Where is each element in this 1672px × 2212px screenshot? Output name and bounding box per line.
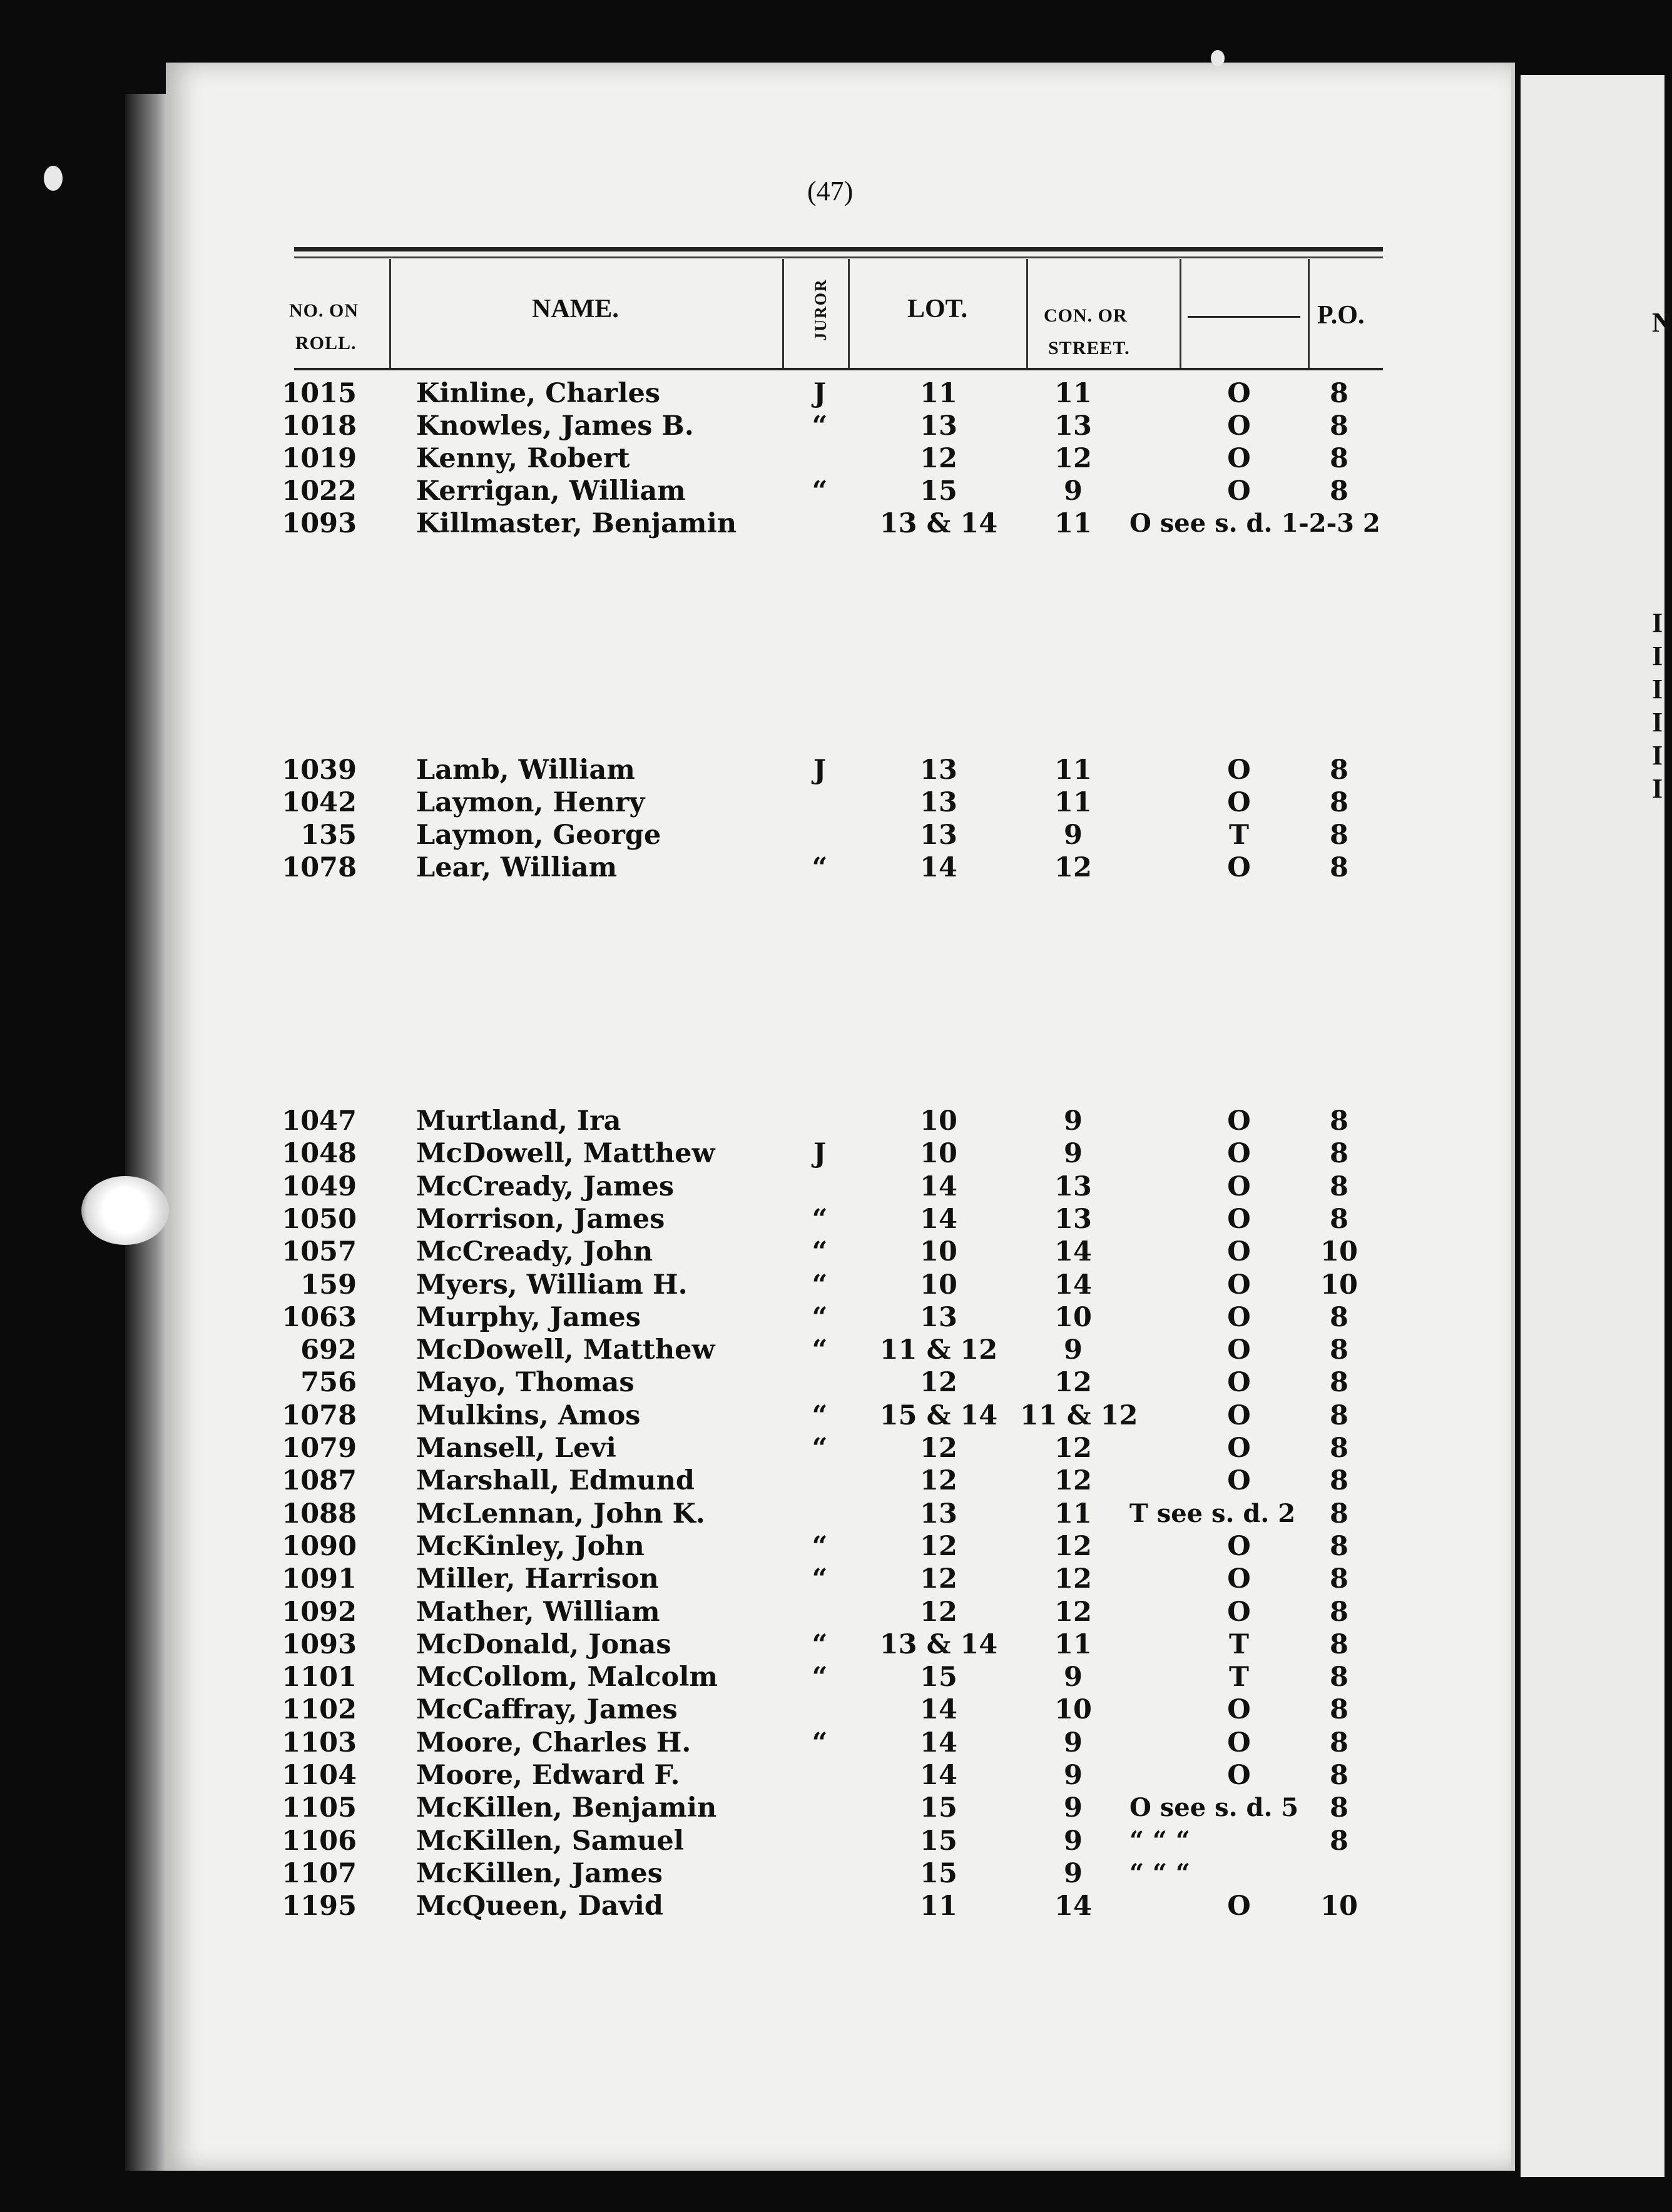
concession-cell: 9 (1064, 1857, 1083, 1889)
name-cell: McCaffray, James (416, 1694, 678, 1726)
post-office-cell: 8 (1330, 1433, 1348, 1464)
concession-cell: 11 (1054, 1628, 1092, 1660)
header-name: NAME. (532, 295, 619, 323)
name-cell: Lamb, William (416, 754, 635, 786)
name-cell: Miller, Harrison (416, 1563, 659, 1595)
juror-cell: “ (812, 1203, 828, 1235)
roll-number: 1057 (282, 1236, 357, 1268)
concession-cell: 11 (1054, 378, 1092, 409)
concession-cell: 12 (1054, 1367, 1092, 1399)
column-divider (1026, 259, 1028, 368)
header-street: STREET. (1048, 338, 1130, 358)
concession-cell: 12 (1054, 1433, 1092, 1464)
table-row (0, 819, 1664, 851)
lot-cell: 11 & 12 (879, 1334, 998, 1366)
post-office-cell: 8 (1330, 1301, 1348, 1333)
post-office-cell: 8 (1330, 1170, 1348, 1202)
concession-cell: 12 (1054, 1465, 1092, 1497)
concession-cell: 12 (1054, 1530, 1092, 1562)
lot-cell: 15 (920, 1662, 957, 1693)
concession-cell: 13 (1054, 1203, 1092, 1235)
concession-cell: 9 (1064, 1138, 1083, 1170)
roll-number: 1091 (282, 1563, 357, 1595)
table-row (0, 1203, 1664, 1235)
post-office-cell: 8 (1330, 1760, 1348, 1791)
roll-number: 1078 (282, 852, 357, 883)
column-divider (1180, 259, 1181, 368)
name-cell: McCollom, Malcolm (416, 1662, 718, 1693)
roll-number: 1107 (282, 1857, 357, 1889)
note-cell: “ “ “ (1129, 1858, 1190, 1888)
table-row (0, 1498, 1664, 1530)
lot-cell: 12 (920, 1530, 957, 1562)
juror-cell: “ (812, 1269, 828, 1301)
status-code-cell: O (1227, 754, 1251, 786)
name-cell: Knowles, James B. (416, 410, 694, 442)
lot-cell: 14 (920, 852, 957, 883)
post-office-cell: 8 (1330, 1694, 1348, 1726)
concession-cell: 9 (1064, 1662, 1083, 1693)
name-cell: Laymon, Henry (416, 787, 645, 818)
table-row (0, 1399, 1664, 1432)
status-code-cell: O (1227, 1890, 1251, 1922)
name-cell: McLennan, John K. (416, 1498, 705, 1530)
lot-cell: 15 (920, 1857, 957, 1889)
juror-cell: “ (812, 1301, 828, 1333)
header-rule (294, 368, 1383, 370)
name-cell: Killmaster, Benjamin (416, 508, 737, 539)
juror-cell: “ (812, 1433, 828, 1464)
name-cell: Moore, Charles H. (416, 1727, 691, 1758)
juror-cell: “ (812, 1563, 828, 1595)
juror-cell: J (813, 378, 827, 409)
roll-number: 1079 (282, 1433, 357, 1464)
post-office-cell: 8 (1330, 1334, 1348, 1366)
roll-number: 1104 (282, 1760, 357, 1791)
concession-cell: 11 & 12 (1020, 1399, 1138, 1431)
status-code-cell: O (1227, 1433, 1251, 1464)
concession-cell: 11 (1054, 754, 1092, 786)
juror-cell: J (813, 1138, 827, 1170)
table-row (0, 410, 1664, 442)
name-cell: McQueen, David (416, 1890, 663, 1922)
lot-cell: 11 (920, 1890, 957, 1922)
lot-cell: 13 (920, 819, 957, 851)
header-lot: LOT. (907, 295, 968, 323)
next-page-letter: N (1652, 307, 1672, 338)
roll-number: 1015 (282, 378, 357, 409)
concession-cell: 12 (1054, 1596, 1092, 1628)
post-office-cell: 8 (1330, 1825, 1348, 1857)
table-row (0, 507, 1664, 540)
post-office-cell: 8 (1330, 1399, 1348, 1431)
note-cell: T see s. d. 2 (1129, 1498, 1296, 1528)
lot-cell: 10 (920, 1138, 957, 1170)
table-row (0, 1269, 1664, 1301)
lot-cell: 10 (920, 1269, 957, 1301)
column-divider (1308, 259, 1310, 368)
header-rule (294, 256, 1383, 258)
post-office-cell: 8 (1330, 1530, 1348, 1562)
post-office-cell: 8 (1330, 1563, 1348, 1595)
post-office-cell: 8 (1330, 819, 1348, 851)
post-office-cell: 8 (1330, 1465, 1348, 1497)
column-divider (848, 259, 850, 368)
concession-cell: 11 (1054, 787, 1092, 818)
roll-number: 1047 (282, 1105, 357, 1137)
post-office-cell: 8 (1330, 1138, 1348, 1170)
roll-number: 1195 (282, 1890, 357, 1922)
lot-cell: 13 & 14 (879, 508, 998, 539)
status-code-cell: O (1227, 378, 1251, 409)
lot-cell: 14 (920, 1170, 957, 1202)
roll-number: 692 (300, 1334, 357, 1366)
table-row (0, 1890, 1664, 1922)
concession-cell: 9 (1064, 1792, 1083, 1824)
note-cell: O see s. d. 5 (1129, 1793, 1299, 1823)
concession-cell: 12 (1054, 1563, 1092, 1595)
roll-number: 1078 (282, 1399, 357, 1431)
concession-cell: 10 (1054, 1301, 1092, 1333)
table-row (0, 377, 1664, 410)
roll-number: 1093 (282, 508, 357, 539)
post-office-cell: 8 (1330, 1628, 1348, 1660)
post-office-cell: 8 (1330, 378, 1348, 409)
table-row (0, 1334, 1664, 1366)
paper-speck (1211, 50, 1225, 66)
lot-cell: 12 (920, 1563, 957, 1595)
status-code-cell: O (1227, 1694, 1251, 1726)
concession-cell: 11 (1054, 1498, 1092, 1530)
concession-cell: 14 (1054, 1236, 1092, 1268)
lot-cell: 14 (920, 1694, 957, 1726)
lot-cell: 12 (920, 1433, 957, 1464)
name-cell: McDowell, Matthew (416, 1334, 715, 1366)
next-page-letter: I (1652, 707, 1663, 738)
header-dash (1188, 316, 1300, 318)
concession-cell: 11 (1054, 508, 1092, 539)
concession-cell: 12 (1054, 443, 1092, 474)
name-cell: McKinley, John (416, 1530, 645, 1562)
header-con-or: CON. OR (1044, 305, 1128, 326)
name-cell: Laymon, George (416, 819, 661, 851)
next-page-letter: I (1652, 773, 1663, 804)
concession-cell: 14 (1054, 1890, 1092, 1922)
lot-cell: 11 (920, 378, 957, 409)
concession-cell: 9 (1064, 1825, 1083, 1857)
status-code-cell: T (1229, 1662, 1249, 1693)
name-cell: McKillen, Benjamin (416, 1792, 717, 1824)
status-code-cell: O (1227, 475, 1251, 507)
roll-number: 1050 (282, 1203, 357, 1235)
status-code-cell: O (1227, 1170, 1251, 1202)
status-code-cell: O (1227, 1367, 1251, 1399)
table-row (0, 1530, 1664, 1563)
concession-cell: 13 (1054, 1170, 1092, 1202)
juror-cell: “ (812, 1530, 828, 1562)
lot-cell: 13 (920, 410, 957, 442)
roll-number: 1090 (282, 1530, 357, 1562)
name-cell: McDowell, Matthew (416, 1138, 715, 1170)
next-page-letter: I (1652, 674, 1663, 704)
name-cell: Myers, William H. (416, 1269, 688, 1301)
table-row (0, 1235, 1664, 1268)
post-office-cell: 8 (1330, 443, 1348, 474)
lot-cell: 13 (920, 787, 957, 818)
juror-cell: “ (812, 410, 828, 442)
table-row (0, 1366, 1664, 1399)
table-row (0, 851, 1664, 884)
lot-cell: 10 (920, 1236, 957, 1268)
post-office-cell: 8 (1330, 754, 1348, 786)
post-office-cell: 8 (1330, 1203, 1348, 1235)
header-roll: ROLL. (295, 333, 357, 353)
post-office-cell: 10 (1320, 1269, 1358, 1301)
name-cell: Marshall, Edmund (416, 1465, 695, 1497)
table-row (0, 1759, 1664, 1792)
name-cell: Mayo, Thomas (416, 1367, 635, 1399)
lot-cell: 15 & 14 (879, 1399, 998, 1431)
lot-cell: 13 (920, 1301, 957, 1333)
status-code-cell: O (1227, 1236, 1251, 1268)
juror-cell: “ (812, 475, 828, 507)
table-row (0, 786, 1664, 819)
roll-number: 1102 (282, 1694, 357, 1726)
status-code-cell: O (1227, 1269, 1251, 1301)
status-code-cell: O (1227, 1334, 1251, 1366)
name-cell: McCready, James (416, 1170, 675, 1202)
name-cell: Kenny, Robert (416, 443, 630, 474)
roll-number: 1019 (282, 443, 357, 474)
note-cell: “ “ “ (1129, 1825, 1190, 1855)
status-code-cell: O (1227, 1760, 1251, 1791)
name-cell: McKillen, Samuel (416, 1825, 685, 1857)
status-code-cell: O (1227, 1530, 1251, 1562)
lot-cell: 12 (920, 1367, 957, 1399)
juror-cell: J (813, 754, 827, 786)
table-row (0, 442, 1664, 475)
lot-cell: 13 (920, 1498, 957, 1530)
table-row (0, 1301, 1664, 1334)
status-code-cell: O (1227, 443, 1251, 474)
concession-cell: 9 (1064, 475, 1083, 507)
status-code-cell: O (1227, 852, 1251, 883)
roll-number: 1093 (282, 1628, 357, 1660)
column-divider (389, 259, 391, 368)
status-code-cell: O (1227, 1563, 1251, 1595)
concession-cell: 9 (1064, 1760, 1083, 1791)
name-cell: Mather, William (416, 1596, 660, 1628)
post-office-cell: 8 (1330, 1596, 1348, 1628)
name-cell: Kinline, Charles (416, 378, 661, 409)
column-divider (782, 259, 784, 368)
concession-cell: 13 (1054, 410, 1092, 442)
name-cell: McKillen, James (416, 1857, 663, 1889)
table-row (0, 1661, 1664, 1693)
status-code-cell: O (1227, 1138, 1251, 1170)
table-row (0, 1105, 1664, 1137)
juror-cell: “ (812, 1236, 828, 1268)
table-row (0, 1857, 1664, 1890)
roll-number: 756 (300, 1367, 357, 1399)
juror-cell: “ (812, 852, 828, 883)
concession-cell: 9 (1064, 1334, 1083, 1366)
table-row (0, 1596, 1664, 1628)
lot-cell: 10 (920, 1105, 957, 1137)
table-row (0, 754, 1664, 786)
lot-cell: 14 (920, 1727, 957, 1758)
juror-cell: “ (812, 1727, 828, 1758)
table-row (0, 1693, 1664, 1726)
post-office-cell: 8 (1330, 1662, 1348, 1693)
status-code-cell: O (1227, 1465, 1251, 1497)
lot-cell: 12 (920, 1596, 957, 1628)
post-office-cell: 8 (1330, 1105, 1348, 1137)
roll-number: 1018 (282, 410, 357, 442)
status-code-cell: O (1227, 1105, 1251, 1137)
name-cell: Morrison, James (416, 1203, 665, 1235)
roll-number: 1106 (282, 1825, 357, 1857)
table-row (0, 1137, 1664, 1170)
next-page-letter: I (1652, 641, 1663, 671)
roll-number: 1063 (282, 1301, 357, 1333)
table-row (0, 1792, 1664, 1824)
status-code-cell: O (1227, 1596, 1251, 1628)
roll-number: 1049 (282, 1170, 357, 1202)
juror-cell: “ (812, 1399, 828, 1431)
table-row (0, 1628, 1664, 1661)
lot-cell: 15 (920, 475, 957, 507)
header-no-on: NO. ON (289, 300, 359, 321)
concession-cell: 10 (1054, 1694, 1092, 1726)
lot-cell: 14 (920, 1203, 957, 1235)
header-rule (294, 247, 1383, 251)
paper-speck (44, 166, 63, 191)
next-page-letter: I (1652, 740, 1663, 771)
name-cell: McDonald, Jonas (416, 1628, 671, 1660)
lot-cell: 12 (920, 1465, 957, 1497)
next-page-letter: I (1652, 607, 1663, 638)
name-cell: Mansell, Levi (416, 1433, 616, 1464)
name-cell: Moore, Edward F. (416, 1760, 680, 1791)
post-office-cell: 10 (1320, 1890, 1358, 1922)
page-number: (47) (807, 176, 854, 206)
header-po: P.O. (1317, 301, 1365, 330)
table-row (0, 1432, 1664, 1464)
status-code-cell: T (1229, 1628, 1249, 1660)
status-code-cell: O (1227, 1399, 1251, 1431)
lot-cell: 14 (920, 1760, 957, 1791)
post-office-cell: 10 (1320, 1236, 1358, 1268)
table-row (0, 1464, 1664, 1497)
roll-number: 159 (300, 1269, 357, 1301)
post-office-cell: 8 (1330, 410, 1348, 442)
post-office-cell: 8 (1330, 1367, 1348, 1399)
roll-number: 135 (300, 819, 357, 851)
note-cell: O see s. d. 1-2-3 2 (1129, 509, 1380, 538)
post-office-cell: 8 (1330, 1498, 1348, 1530)
lot-cell: 15 (920, 1825, 957, 1857)
roll-number: 1039 (282, 754, 357, 786)
roll-number: 1105 (282, 1792, 357, 1824)
roll-number: 1101 (282, 1662, 357, 1693)
post-office-cell: 8 (1330, 1792, 1348, 1824)
name-cell: Murtland, Ira (416, 1105, 621, 1137)
roll-number: 1088 (282, 1498, 357, 1530)
table-row (0, 1825, 1664, 1857)
concession-cell: 12 (1054, 852, 1092, 883)
lot-cell: 15 (920, 1792, 957, 1824)
post-office-cell: 8 (1330, 787, 1348, 818)
table-row (0, 1170, 1664, 1203)
name-cell: Mulkins, Amos (416, 1399, 641, 1431)
lot-cell: 13 & 14 (879, 1628, 998, 1660)
concession-cell: 9 (1064, 1727, 1083, 1758)
name-cell: Kerrigan, William (416, 475, 686, 507)
roll-number: 1042 (282, 787, 357, 818)
roll-number: 1087 (282, 1465, 357, 1497)
roll-number: 1092 (282, 1596, 357, 1628)
name-cell: Lear, William (416, 852, 618, 883)
name-cell: McCready, John (416, 1236, 653, 1268)
lot-cell: 12 (920, 443, 957, 474)
status-code-cell: O (1227, 1301, 1251, 1333)
post-office-cell: 8 (1330, 475, 1348, 507)
status-code-cell: T (1229, 819, 1249, 851)
juror-cell: “ (812, 1628, 828, 1660)
name-cell: Murphy, James (416, 1301, 641, 1333)
lot-cell: 13 (920, 754, 957, 786)
concession-cell: 14 (1054, 1269, 1092, 1301)
status-code-cell: O (1227, 1727, 1251, 1758)
table-row (0, 1727, 1664, 1759)
roll-number: 1022 (282, 475, 357, 507)
concession-cell: 9 (1064, 819, 1083, 851)
status-code-cell: O (1227, 1203, 1251, 1235)
post-office-cell: 8 (1330, 852, 1348, 883)
roll-number: 1048 (282, 1138, 357, 1170)
juror-cell: “ (812, 1334, 828, 1366)
post-office-cell: 8 (1330, 1727, 1348, 1758)
table-row (0, 1563, 1664, 1595)
roll-number: 1103 (282, 1727, 357, 1758)
header-juror: JUROR (812, 278, 830, 341)
juror-cell: “ (812, 1662, 828, 1693)
concession-cell: 9 (1064, 1105, 1083, 1137)
table-row (0, 475, 1664, 507)
status-code-cell: O (1227, 787, 1251, 818)
status-code-cell: O (1227, 410, 1251, 442)
